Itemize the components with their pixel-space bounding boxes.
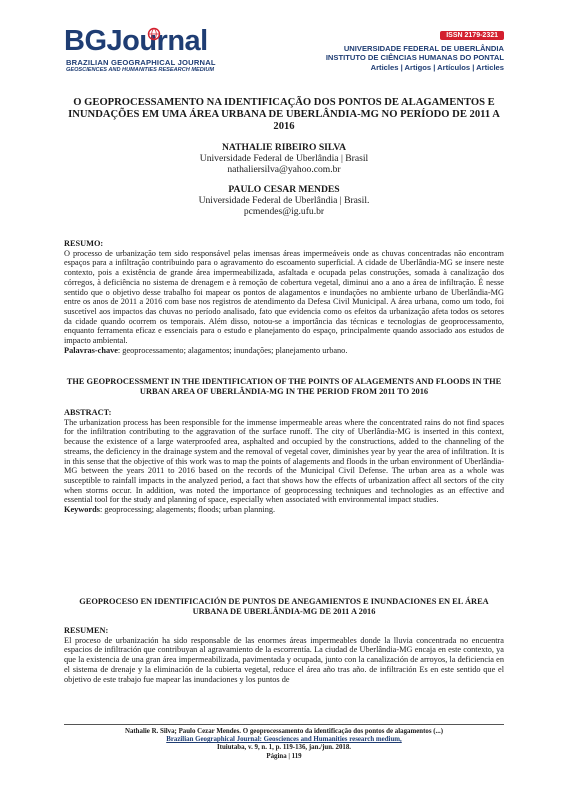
author-block bbox=[64, 142, 504, 175]
university-name: UNIVERSIDADE FEDERAL DE UBERLÂNDIA bbox=[343, 44, 504, 53]
abstract-heading: ABSTRACT: bbox=[64, 408, 112, 417]
issn-badge: ISSN 2179-2321 bbox=[440, 31, 504, 40]
resumo-section bbox=[64, 239, 504, 355]
footer-citation: Nathalie R. Silva; Paulo Cezar Mendes. O geoprocessamento da identificação dos pontos de alagamentos (...) bbox=[124, 728, 444, 735]
journal-logo bbox=[64, 26, 254, 88]
resumen-text: El proceso de urbanización ha sido responsable de las enormes áreas impermeables donde la lluvia concentrada no encuentra espacios de infiltración que contribuyan al agravamiento de la escorrentía. La ciudad de Uberlândia-MG encaja en este contexto, ya que la existencia de una gran área impermeabilizada, pavimentada y ocupada, junto con la canalización de arroyos, la deficiencia en el sistema de drenaje y la eliminación de la cubierta vegetal, reduce el área año tras año. de infiltración Es en este sentido que el objetivo de este trabajo fue mapear las inundaciones y los puntos de bbox=[64, 635, 504, 684]
abstract-keywords bbox=[64, 505, 504, 515]
author-affiliation: Universidade Federal de Uberlândia | Brasil bbox=[199, 153, 369, 164]
logo-subtitle: BRAZILIAN GEOGRAPHICAL JOURNAL bbox=[66, 58, 216, 67]
footer-issue: Ituiutaba, v. 9, n. 1, p. 119-136, jan./jun. 2018. bbox=[216, 744, 351, 752]
globe-icon bbox=[147, 27, 161, 41]
footer-rule bbox=[64, 724, 504, 725]
logo-title: BGJournal bbox=[64, 25, 208, 57]
institute-name: INSTITUTO DE CIÊNCIAS HUMANAS DO PONTAL bbox=[325, 53, 504, 62]
resumo-text: O processo de urbanização tem sido responsável pelas imensas áreas impermeáveis onde as chuvas concentradas não encontram espaços para a infiltração contribuindo para o agravamento do escoamento superficial. A cidade de Uberlândia-MG se insere neste contexto, pois a existência de grande área impermeabilizada, asfaltada e ocupada pelas construções, somada à canalização dos córregos, à deficiência no sistema de drenagem e à remoção de cobertura vegetal, diminui ano a ano a área de infiltração. É nesse sentido que o objetivo desse trabalho foi mapear os pontos de alagamentos e inundações no ambiente urbano de Uberlândia-MG entre os anos de 2011 a 2016 com base nos registros de atendimento da Defesa Civil Municipal. A área urbana, como um todo, foi suscetível aos impactos das chuvas no período analisado, fato que evidencia como os efeitos da urbanização afeta todos os setores da cidade quando ocorrem os temporais. Além disso, notou-se a importância das técnicas e tecnologias de geoprocessamento, enquanto ferramenta eficaz e essenciais para o estudo e planejamento do espaço, principalmente quando associado aos estudos de impacto ambiental. bbox=[64, 248, 504, 346]
author-name: NATHALIE RIBEIRO SILVA bbox=[221, 142, 347, 153]
spanish-title: GEOPROCESO EN IDENTIFICACIÓN DE PUNTOS DE ANEGAMIENTOS E INUNDACIONES EN EL ÁREA URBANA DE UBERLÂNDIA-MG DE 2011 A 2016 bbox=[79, 597, 489, 616]
journal-link[interactable]: Brazilian Geographical Journal: Geosciences and Humanities research medium, bbox=[166, 736, 402, 744]
logo-tagline: GEOSCIENCES AND HUMANITIES RESEARCH MEDIUM bbox=[66, 67, 215, 73]
resumo-heading: RESUMO: bbox=[64, 239, 104, 248]
author-email: nathaliersilva@yahoo.com.br bbox=[227, 164, 341, 175]
abstract-section bbox=[64, 408, 504, 515]
author-email: pcmendes@ig.ufu.br bbox=[243, 206, 325, 217]
article-title: O GEOPROCESSAMENTO NA IDENTIFICAÇÃO DOS PONTOS DE ALAGAMENTOS E INUNDAÇÕES EM UMA ÁREA URBANA DE UBERLÂNDIA-MG NO PERÍODO DE 2011 A 2016 bbox=[68, 97, 500, 132]
section-labels: Articles | Artigos | Artículos | Articles bbox=[370, 63, 504, 72]
keywords-label: Keywords bbox=[64, 505, 100, 515]
resumo-keywords bbox=[64, 346, 504, 356]
english-title: THE GEOPROCESSMENT IN THE IDENTIFICATION OF THE POINTS OF ALAGEMENTS AND FLOODS IN THE URBAN AREA OF UBERLÂNDIA-MG IN THE PERIOD FROM 2011 TO 2016 bbox=[66, 377, 502, 396]
resumen-heading: RESUMEN: bbox=[64, 626, 109, 635]
author-affiliation: Universidade Federal de Uberlândia | Brasil. bbox=[198, 195, 370, 206]
page-footer bbox=[64, 728, 504, 761]
keywords-text: : geoprocessing; alagements; floods; urban planning. bbox=[99, 505, 276, 515]
author-name: PAULO CESAR MENDES bbox=[228, 184, 340, 195]
resumen-section bbox=[64, 626, 504, 684]
abstract-text: The urbanization process has been responsible for the immense impermeable areas where the concentrated rains do not find spaces for the infiltration contributing to the aggravation of the surface runoff. The city of Uberlândia-MG is inserted in this context, because the existence of a large waterproofed area, asphalted and occupied by the constructions, added to the channeling of the streams, the deficiency in the drainage system and the removal of vegetal cover, diminishes year by year the area of infiltration. It is in this sense that the objective of this work was to map the points of alagements and floods in the urban environment of Uberlândia-MG between the years 2011 to 2016 based on the records of the Municipal Civil Defense. The urban area as a whole was susceptible to rainfall impacts in the analyzed period, a fact that shows how the effects of urbanization affect all sectors of the city when storms occur. In addition, was noted the importance of geoprocessing techniques and technologies as an effective and essential tool for the study and planning of space, especially when associated with environmental impact studies. bbox=[64, 417, 504, 505]
author-block bbox=[64, 184, 504, 217]
keywords-text: : geoprocessamento; alagamentos; inundações; planejamento urbano. bbox=[117, 345, 348, 355]
page-number: Página | 119 bbox=[266, 752, 302, 760]
keywords-label: Palavras-chave bbox=[64, 345, 118, 355]
header-right bbox=[326, 24, 504, 73]
